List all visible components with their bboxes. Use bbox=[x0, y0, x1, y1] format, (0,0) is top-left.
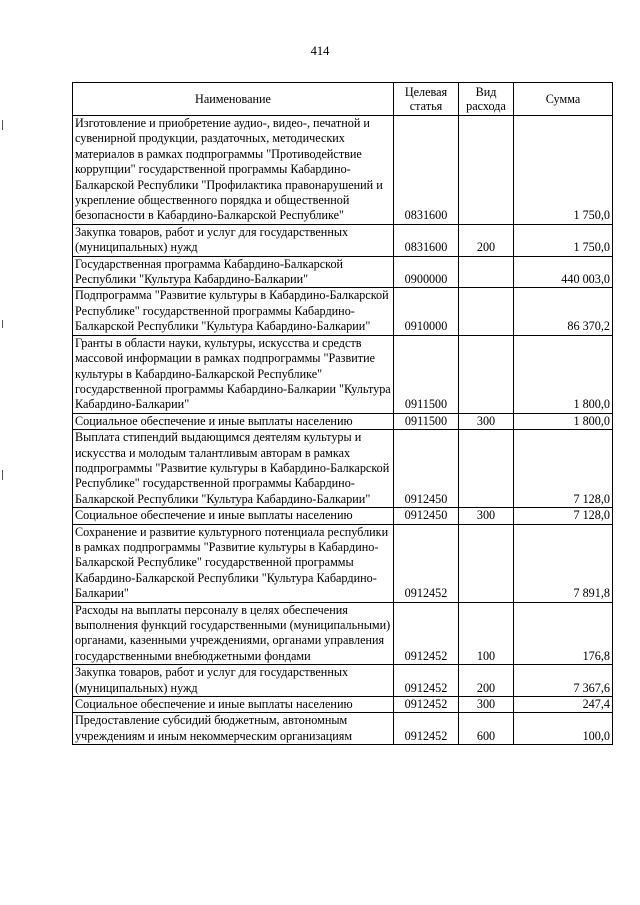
row-name: Подпрограмма "Развитие культуры в Кабардино-Балкарской Республике" государственной программы Кабардино-Балкарской Республики "Культура Кабардино-Балкарии" bbox=[73, 288, 394, 335]
row-code: 0831600 bbox=[394, 116, 459, 225]
row-code: 0911500 bbox=[394, 335, 459, 413]
row-code: 0912452 bbox=[394, 697, 459, 713]
table-row bbox=[73, 224, 613, 256]
row-name: Государственная программа Кабардино-Балкарской Республики "Культура Кабардино-Балкарии" bbox=[73, 256, 394, 288]
row-type bbox=[459, 430, 514, 508]
row-name: Закупка товаров, работ и услуг для государственных (муниципальных) нужд bbox=[73, 665, 394, 697]
table-row bbox=[73, 697, 613, 713]
header-name: Наименование bbox=[73, 83, 394, 116]
header-sum: Сумма bbox=[514, 83, 613, 116]
row-sum: 7 128,0 bbox=[514, 508, 613, 524]
row-name: Закупка товаров, работ и услуг для государственных (муниципальных) нужд bbox=[73, 224, 394, 256]
table-row bbox=[73, 508, 613, 524]
row-sum: 1 750,0 bbox=[514, 224, 613, 256]
row-code: 0912452 bbox=[394, 602, 459, 665]
row-type: 200 bbox=[459, 224, 514, 256]
table-row bbox=[73, 713, 613, 745]
row-sum: 1 800,0 bbox=[514, 413, 613, 429]
row-type: 300 bbox=[459, 508, 514, 524]
row-sum: 100,0 bbox=[514, 713, 613, 745]
row-code: 0912452 bbox=[394, 665, 459, 697]
row-sum: 176,8 bbox=[514, 602, 613, 665]
row-sum: 1 750,0 bbox=[514, 116, 613, 225]
row-type: 100 bbox=[459, 602, 514, 665]
margin-mark bbox=[2, 320, 3, 328]
header-code: Целевая статья bbox=[394, 83, 459, 116]
row-code: 0912450 bbox=[394, 430, 459, 508]
table-row bbox=[73, 256, 613, 288]
table-row bbox=[73, 413, 613, 429]
row-sum: 1 800,0 bbox=[514, 335, 613, 413]
row-name: Социальное обеспечение и иные выплаты населению bbox=[73, 508, 394, 524]
row-type bbox=[459, 524, 514, 602]
row-sum: 440 003,0 bbox=[514, 256, 613, 288]
row-code: 0911500 bbox=[394, 413, 459, 429]
row-name: Изготовление и приобретение аудио-, видео-, печатной и сувенирной продукции, раздаточных, методических материалов в рамках подпрограммы "Противодействие коррупции" государственной программы Кабардино-Балкарской Республики "Профилактика правонарушений и укрепление общественного порядка и общественной безопасности в Кабардино-Балкарской Республике" bbox=[73, 116, 394, 225]
row-sum: 7 128,0 bbox=[514, 430, 613, 508]
row-name: Предоставление субсидий бюджетным, автономным учреждениям и иным некоммерческим организациям bbox=[73, 713, 394, 745]
row-code: 0900000 bbox=[394, 256, 459, 288]
table-row bbox=[73, 524, 613, 602]
table-row bbox=[73, 602, 613, 665]
budget-table bbox=[72, 82, 613, 745]
header-type: Вид расхода bbox=[459, 83, 514, 116]
row-sum: 247,4 bbox=[514, 697, 613, 713]
row-code: 0912450 bbox=[394, 508, 459, 524]
row-code: 0910000 bbox=[394, 288, 459, 335]
row-name: Социальное обеспечение и иные выплаты населению bbox=[73, 413, 394, 429]
row-code: 0912452 bbox=[394, 713, 459, 745]
row-code: 0831600 bbox=[394, 224, 459, 256]
row-name: Выплата стипендий выдающимся деятелям культуры и искусства и молодым талантливым авторам в рамках подпрограммы "Развитие культуры в Кабардино-Балкарской Республике" государственной программы Кабардино-Балкарской Республики "Культура Кабардино-Балкарии" bbox=[73, 430, 394, 508]
row-type bbox=[459, 335, 514, 413]
row-type: 300 bbox=[459, 697, 514, 713]
row-type bbox=[459, 256, 514, 288]
row-type bbox=[459, 116, 514, 225]
row-sum: 7 891,8 bbox=[514, 524, 613, 602]
row-type bbox=[459, 288, 514, 335]
table-header-row bbox=[73, 83, 613, 116]
margin-mark bbox=[2, 470, 3, 480]
page-number: 414 bbox=[310, 44, 330, 58]
row-sum: 86 370,2 bbox=[514, 288, 613, 335]
row-code: 0912452 bbox=[394, 524, 459, 602]
table-row bbox=[73, 665, 613, 697]
table-row bbox=[73, 335, 613, 413]
row-name: Расходы на выплаты персоналу в целях обеспечения выполнения функций государственными (муниципальными) органами, казенными учреждениями, органами управления государственными внебюджетными фондами bbox=[73, 602, 394, 665]
row-name: Социальное обеспечение и иные выплаты населению bbox=[73, 697, 394, 713]
row-name: Сохранение и развитие культурного потенциала республики в рамках подпрограммы "Развитие культуры в Кабардино-Балкарской Республике" государственной программы Кабардино-Балкарской Республики "Культура Кабардино-Балкарии" bbox=[73, 524, 394, 602]
table-row bbox=[73, 288, 613, 335]
row-type: 600 bbox=[459, 713, 514, 745]
row-name: Гранты в области науки, культуры, искусства и средств массовой информации в рамках подпрограммы "Развитие культуры в Кабардино-Балкарской Республике" государственной программы Кабардино-Балкарии "Культура Кабардино-Балкарии" bbox=[73, 335, 394, 413]
margin-mark bbox=[2, 120, 3, 130]
row-sum: 7 367,6 bbox=[514, 665, 613, 697]
table-row bbox=[73, 116, 613, 225]
row-type: 200 bbox=[459, 665, 514, 697]
table-row bbox=[73, 430, 613, 508]
row-type: 300 bbox=[459, 413, 514, 429]
